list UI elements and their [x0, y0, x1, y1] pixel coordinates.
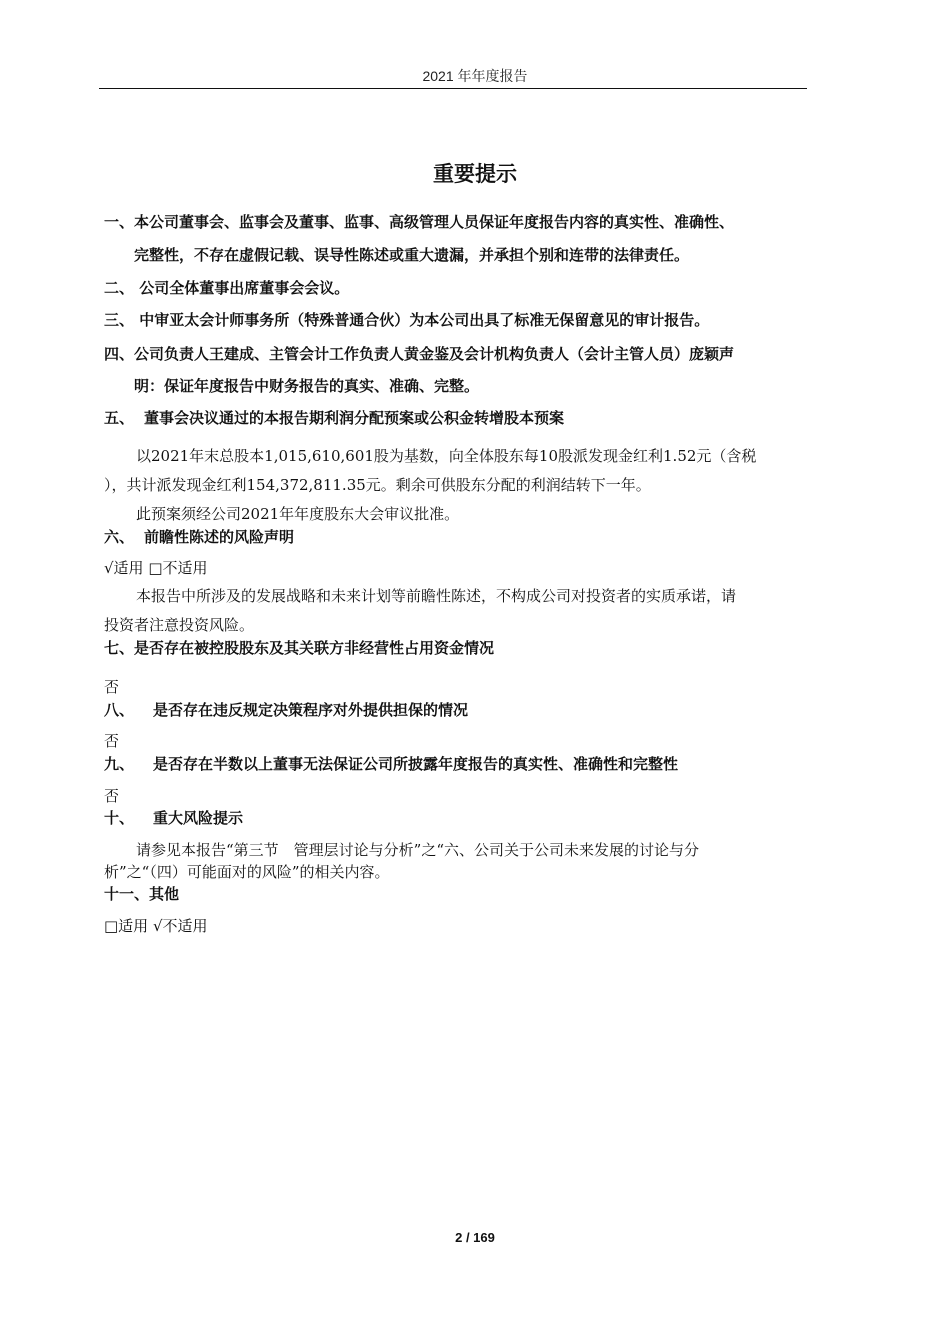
item-6-applicability: √适用 □不适用 [104, 559, 208, 577]
item-11: 十一、其他 [104, 885, 180, 903]
item-4-line-2: 明：保证年度报告中财务报告的真实、准确、完整。 [134, 377, 480, 395]
item-8-label: 八、 [104, 701, 135, 719]
item-4-line-1: 四、公司负责人王建成、主管会计工作负责人黄金鉴及会计机构负责人（会计主管人员）庞颖声 [104, 345, 735, 363]
item-7: 七、是否存在被控股股东及其关联方非经营性占用资金情况 [104, 639, 495, 657]
item-9-answer: 否 [104, 787, 120, 805]
item-6-para-1: 本报告中所涉及的发展战略和未来计划等前瞻性陈述，不构成公司对投资者的实质承诺，请 [136, 587, 737, 605]
item-10-label: 十、 [104, 809, 135, 827]
running-header: 2021 年年度报告 [422, 68, 528, 84]
item-5-para-1: 以2021年末总股本1,015,610,601股为基数，向全体股东每10股派发现金红利1.52元（含税 [136, 447, 757, 465]
item-1-line-2: 完整性，不存在虚假记载、误导性陈述或重大遗漏，并承担个别和连带的法律责任。 [134, 246, 690, 264]
item-2: 二、 公司全体董事出席董事会会议。 [104, 279, 350, 297]
item-6-label: 六、 [104, 528, 135, 546]
item-3: 三、 中审亚太会计师事务所（特殊普通合伙）为本公司出具了标准无保留意见的审计报告。 [104, 311, 710, 329]
item-10-heading [104, 808, 243, 828]
page-title: 重要提示 [433, 162, 517, 186]
item-6-para-2: 投资者注意投资风险。 [104, 616, 255, 634]
item-5-para-2: ），共计派发现金红利154,372,811.35元。剩余可供股东分配的利润结转下一年。 [104, 476, 651, 494]
item-8-heading [104, 700, 468, 720]
item-9-label: 九、 [104, 755, 135, 773]
item-9-text: 是否存在半数以上董事无法保证公司所披露年度报告的真实性、准确性和完整性 [153, 755, 679, 773]
item-9-heading [104, 754, 678, 774]
page-number: 2 / 169 [455, 1230, 495, 1245]
item-1-line-1: 一、本公司董事会、监事会及董事、监事、高级管理人员保证年度报告内容的真实性、准确性、 [104, 213, 735, 231]
item-11-applicability: □适用 √不适用 [104, 917, 208, 935]
item-6-text: 前瞻性陈述的风险声明 [144, 528, 295, 546]
item-5-para-3: 此预案须经公司2021年年度股东大会审议批准。 [136, 505, 460, 523]
item-7-answer: 否 [104, 678, 120, 696]
item-10-para-2: 析”之“（四）可能面对的风险”的相关内容。 [104, 863, 390, 881]
item-8-answer: 否 [104, 732, 120, 750]
item-10-text: 重大风险提示 [153, 809, 244, 827]
item-5-text: 董事会决议通过的本报告期利润分配预案或公积金转增股本预案 [144, 409, 565, 427]
item-6-heading [104, 527, 294, 547]
item-10-para-1: 请参见本报告“第三节 管理层讨论与分析”之“六、公司关于公司未来发展的讨论与分 [136, 841, 700, 859]
item-8-text: 是否存在违反规定决策程序对外提供担保的情况 [153, 701, 469, 719]
item-5-heading [104, 408, 564, 428]
item-5-label: 五、 [104, 409, 135, 427]
header-rule [99, 88, 807, 89]
